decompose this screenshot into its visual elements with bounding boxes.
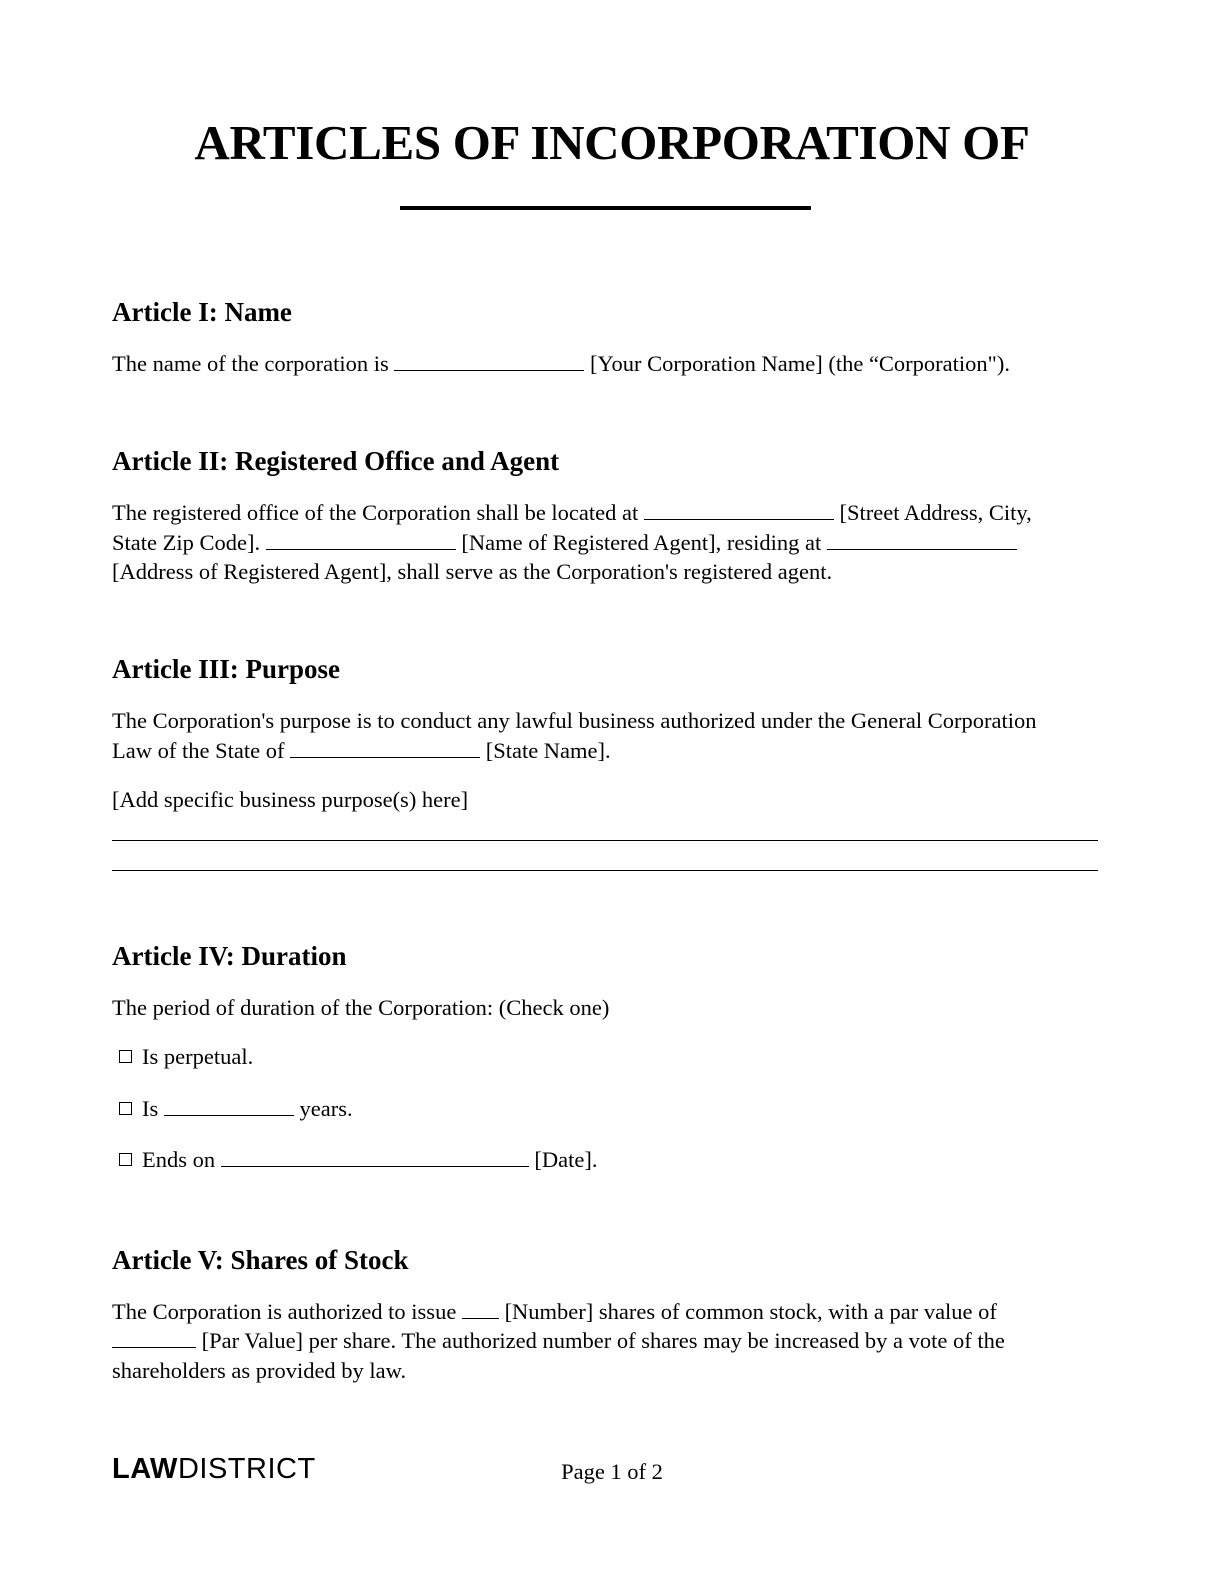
option-years [119, 1094, 353, 1124]
street-address-blank[interactable] [644, 501, 834, 520]
text-segment: The Corporation is authorized to issue [112, 1299, 462, 1324]
option-label: [Date]. [528, 1147, 598, 1172]
text-segment: Law of the State of [112, 738, 291, 763]
text-segment: [State Name]. [480, 738, 611, 763]
article-5-line-1 [112, 1297, 997, 1327]
article-2-heading: Article II: Registered Office and Agent [112, 446, 560, 476]
article-5-heading: Article V: Shares of Stock [112, 1245, 409, 1275]
article-2-line-1 [112, 498, 1032, 528]
number-of-shares-blank[interactable] [462, 1300, 499, 1319]
business-purpose-line-2[interactable] [112, 870, 1098, 871]
logo-district: DISTRICT [177, 1453, 316, 1485]
duration-intro: The period of duration of the Corporation: (Check one) [112, 995, 610, 1020]
business-purpose-note: [Add specific business purpose(s) here] [112, 787, 469, 812]
end-date-blank[interactable] [221, 1148, 529, 1167]
registered-agent-name-blank[interactable] [266, 531, 456, 550]
page-number: Page 1 of 2 [561, 1459, 663, 1484]
corporation-name-blank[interactable] [394, 352, 584, 371]
checkbox-perpetual[interactable] [119, 1050, 132, 1063]
text-segment: State Zip Code]. [112, 530, 266, 555]
option-label: Ends on [142, 1147, 221, 1172]
business-purpose-line-1[interactable] [112, 840, 1098, 841]
article-3-heading: Article III: Purpose [112, 654, 340, 684]
par-value-blank[interactable] [112, 1329, 196, 1348]
option-perpetual [119, 1042, 253, 1072]
article-2-line-3: [Address of Registered Agent], shall serve as the Corporation's registered agent. [112, 559, 833, 584]
text-segment: [Number] shares of common stock, with a par value of [498, 1299, 997, 1324]
text-segment: [Your Corporation Name] (the “Corporation"). [584, 351, 1010, 376]
checkbox-years[interactable] [119, 1102, 132, 1115]
text-segment: [Street Address, City, [833, 500, 1032, 525]
article-3-line-1: The Corporation's purpose is to conduct any lawful business authorized under the General Corporation [112, 708, 1037, 733]
article-5-line-3: shareholders as provided by law. [112, 1358, 407, 1383]
option-label: Is [142, 1096, 164, 1121]
option-end-date [119, 1145, 597, 1175]
article-4-heading: Article IV: Duration [112, 941, 347, 971]
option-label: years. [293, 1096, 353, 1121]
text-segment: [Par Value] per share. The authorized number of shares may be increased by a vote of the [196, 1328, 1005, 1353]
article-5-line-2 [112, 1326, 1005, 1356]
option-label: Is perpetual. [142, 1044, 254, 1069]
state-name-blank[interactable] [290, 739, 480, 758]
years-blank[interactable] [164, 1097, 294, 1116]
text-segment: [Name of Registered Agent], residing at [455, 530, 827, 555]
text-segment: The name of the corporation is [112, 351, 395, 376]
agent-residence-blank[interactable] [827, 531, 1017, 550]
article-3-line-2 [112, 736, 611, 766]
checkbox-end-date[interactable] [119, 1153, 132, 1166]
article-2-line-2 [112, 528, 1017, 558]
logo-law: LAW [112, 1453, 178, 1485]
title-blank-line[interactable] [400, 206, 811, 210]
document-title: ARTICLES OF INCORPORATION OF [194, 115, 1030, 170]
article-1-heading: Article I: Name [112, 297, 292, 327]
article-1-text [112, 349, 1010, 379]
text-segment: The registered office of the Corporation shall be located at [112, 500, 644, 525]
